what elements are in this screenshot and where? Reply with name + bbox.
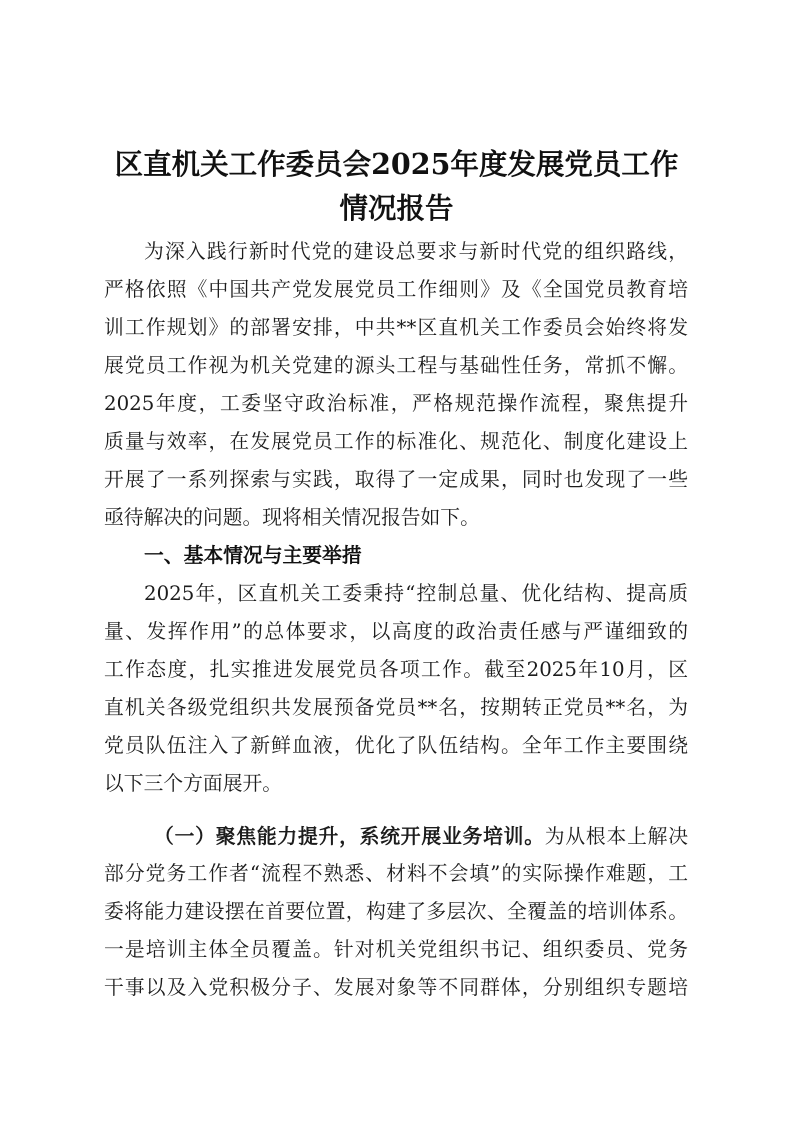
subsection-line: 干事以及入党积极分子、发展对象等不同群体，分别组织专题培 [104, 976, 688, 999]
document-title-line-1: 区直机关工作委员会2025年度发展党员工作 [114, 147, 679, 181]
section1-line: 以下三个方面展开。 [104, 772, 283, 795]
section-heading: 一、基本情况与主要举措 [144, 544, 362, 567]
section1-line: 党员队伍注入了新鲜血液，优化了队伍结构。全年工作主要围绕 [104, 734, 688, 757]
subsection-first-line [154, 817, 688, 855]
section1-line: 2025年，区直机关工委秉持“控制总量、优化结构、提高质 [144, 582, 688, 605]
document-title-line-2: 情况报告 [339, 191, 454, 225]
subsection-heading: （一）聚焦能力提升，系统开展业务培训。 [154, 824, 545, 848]
section1-line: 量、发挥作用”的总体要求，以高度的政治责任感与严谨细致的 [104, 620, 688, 643]
intro-line: 展党员工作视为机关党建的源头工程与基础性任务，常抓不懈。 [104, 354, 688, 377]
intro-line: 为深入践行新时代党的建设总要求与新时代党的组织路线， [144, 240, 688, 263]
intro-line: 质量与效率，在发展党员工作的标准化、规范化、制度化建设上 [104, 430, 688, 453]
section1-line: 直机关各级党组织共发展预备党员**名，按期转正党员**名，为 [104, 696, 688, 719]
intro-line: 亟待解决的问题。现将相关情况报告如下。 [104, 506, 480, 529]
section1-line: 工作态度，扎实推进发展党员各项工作。截至2025年10月，区 [104, 658, 688, 681]
intro-line: 开展了一系列探索与实践，取得了一定成果，同时也发现了一些 [104, 468, 688, 491]
subsection-line: 委将能力建设摆在首要位置，构建了多层次、全覆盖的培训体系。 [104, 900, 688, 923]
subsection-first-text: 为从根本上解决 [544, 825, 688, 848]
intro-line: 严格依照《中国共产党发展党员工作细则》及《全国党员教育培 [104, 278, 688, 301]
subsection-line: 部分党务工作者“流程不熟悉、材料不会填”的实际操作难题，工 [104, 862, 688, 885]
subsection-line: 一是培训主体全员覆盖。针对机关党组织书记、组织委员、党务 [104, 938, 688, 961]
intro-line: 训工作规划》的部署安排，中共**区直机关工作委员会始终将发 [104, 316, 688, 339]
intro-line: 2025年度，工委坚守政治标准，严格规范操作流程，聚焦提升 [104, 392, 688, 415]
